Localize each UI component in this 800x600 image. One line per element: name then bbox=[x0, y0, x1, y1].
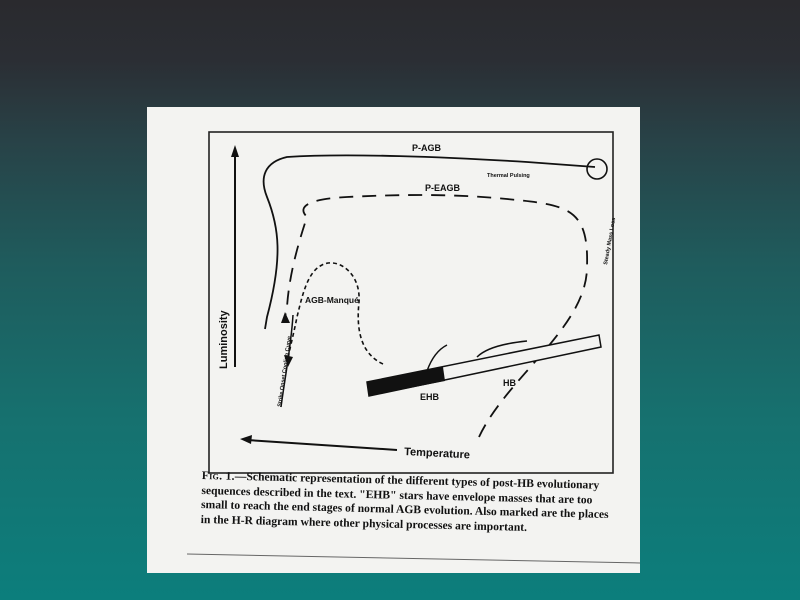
luminosity-label: Luminosity bbox=[218, 310, 230, 369]
scan-edge-rule bbox=[187, 554, 640, 563]
ehb-label: EHB bbox=[420, 392, 440, 402]
cooling-arrowhead bbox=[281, 312, 290, 323]
figure-frame bbox=[209, 132, 613, 473]
temperature-label: Temperature bbox=[403, 446, 471, 462]
cooling-curve-label: Strike Onset Cooling Curve bbox=[277, 335, 293, 408]
p-agb-label: P-AGB bbox=[412, 143, 441, 153]
thermal-pulsing-circle bbox=[587, 159, 607, 179]
agb-manque-track bbox=[288, 263, 383, 364]
hb-label: HB bbox=[503, 378, 516, 388]
steady-mass-loss-label: Steady Mass Loss bbox=[603, 217, 618, 266]
figure-caption bbox=[201, 469, 622, 538]
caption-text: —Schematic representation of the different types of post-HB evolutionary sequences described in the text. "EHB" stars have envelope masses that are too small to reach the end stages of normal AGB evolution. Also marked are the places in the H-R diagram where other physical processes are important. bbox=[200, 469, 609, 534]
luminosity-arrowhead bbox=[231, 145, 239, 157]
temperature-axis bbox=[247, 440, 397, 450]
thermal-pulsing-label: Thermal Pulsing bbox=[487, 173, 530, 179]
scanned-figure bbox=[147, 107, 640, 573]
p-eagb-label: P-EAGB bbox=[425, 183, 461, 193]
caption-figure-number: Fig. 1. bbox=[201, 469, 236, 483]
agb-manque-label: AGB-Manqué bbox=[305, 295, 359, 305]
temperature-arrowhead bbox=[240, 435, 252, 444]
